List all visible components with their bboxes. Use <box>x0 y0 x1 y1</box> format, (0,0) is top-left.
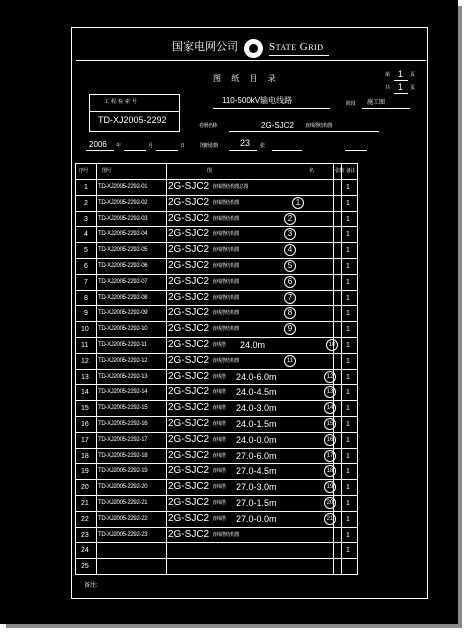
table-row-rule <box>75 211 358 212</box>
row-sheet-circle: 14 <box>324 402 336 414</box>
row-name-spec: 27.0-6.0m <box>236 451 277 461</box>
table-row-rule <box>75 305 358 306</box>
row-name-spec: 27.0-3.0m <box>236 482 277 492</box>
row-name-prefix: 2G-SJC2 <box>168 339 210 350</box>
brand-name: State Grid <box>269 41 324 53</box>
row-sheet-circle: 21 <box>324 513 336 525</box>
table-row-rule <box>75 527 358 528</box>
row-quantity: 1 <box>346 295 350 302</box>
row-name-prefix: 2G-SJC2 <box>168 402 210 413</box>
row-name-prefix: 2G-SJC2 <box>168 181 210 192</box>
count-underline <box>229 150 257 151</box>
row-name-desc: 直线塔结构图 <box>212 310 240 316</box>
row-drawing-code: TD-XJ2005-2292-03 <box>98 216 148 222</box>
volume-suffix: 直线塔结构图 <box>305 123 333 129</box>
row-sheet-circle: 7 <box>284 292 296 304</box>
sheet-label-1: 第 <box>385 72 390 78</box>
row-name-desc: 直线塔结构图 <box>212 263 240 269</box>
row-name-desc: 直线塔结构图总图 <box>212 184 249 190</box>
row-drawing-code: TD-XJ2005-2292-01 <box>98 184 148 190</box>
row-name-spec: 24.0-3.0m <box>236 403 277 413</box>
row-name-prefix: 2G-SJC2 <box>168 481 210 492</box>
row-quantity: 1 <box>346 326 350 333</box>
row-drawing-code: TD-XJ2005-2292-23 <box>98 532 148 538</box>
row-quantity: 1 <box>346 216 350 223</box>
row-sheet-circle: 5 <box>284 260 296 272</box>
row-quantity: 1 <box>346 247 350 254</box>
row-quantity: 1 <box>346 484 350 491</box>
row-name-prefix: 2G-SJC2 <box>168 465 210 476</box>
row-drawing-code: TD-XJ2005-2292-16 <box>98 421 148 427</box>
row-sheet-circle: 1 <box>292 197 304 209</box>
table-row-rule <box>75 258 358 259</box>
table-row-rule <box>75 337 358 338</box>
row-number: 21 <box>81 500 89 507</box>
volume-underline <box>229 131 379 132</box>
row-name-desc: 直线塔 <box>212 389 226 395</box>
row-sheet-circle: 2 <box>284 213 296 225</box>
row-name-desc: 直线塔 <box>212 342 226 348</box>
sheet-number-1: 1 <box>398 69 404 79</box>
row-number: 23 <box>81 532 89 539</box>
row-name-desc: 直线塔 <box>212 500 226 506</box>
row-name-desc: 直线塔结构图 <box>212 532 240 538</box>
table-row-rule <box>75 416 358 417</box>
row-number: 24 <box>81 547 89 554</box>
table-row-rule <box>75 400 358 401</box>
row-number: 17 <box>81 437 89 444</box>
row-sheet-circle: 18 <box>324 465 336 477</box>
row-quantity: 1 <box>346 231 350 238</box>
row-quantity: 1 <box>346 342 350 349</box>
row-quantity: 1 <box>346 263 350 270</box>
company-name: 国家电网公司 <box>172 41 238 53</box>
row-name-desc: 直线塔结构图 <box>212 247 240 253</box>
row-number: 16 <box>81 421 89 428</box>
table-row-rule <box>75 495 358 496</box>
row-number: 13 <box>81 374 89 381</box>
row-name-prefix: 2G-SJC2 <box>168 276 210 287</box>
sheet-unit-2: 页 <box>410 85 415 91</box>
row-quantity: 1 <box>346 310 350 317</box>
table-row-rule <box>75 321 358 322</box>
row-quantity: 1 <box>346 405 350 412</box>
count-label: 图纸张数 <box>200 143 219 149</box>
row-number: 7 <box>84 279 88 286</box>
code-value: TD-XJ2005-2292 <box>98 115 167 125</box>
row-name-prefix: 2G-SJC2 <box>168 228 210 239</box>
row-name-prefix: 2G-SJC2 <box>168 197 210 208</box>
col-header-name-2: 名 <box>309 168 314 174</box>
row-name-desc: 直线塔结构图 <box>212 231 240 237</box>
row-number: 4 <box>84 231 88 238</box>
row-sheet-circle: 13 <box>324 386 336 398</box>
row-name-prefix: 2G-SJC2 <box>168 450 210 461</box>
row-quantity: 1 <box>346 453 350 460</box>
table-row-rule <box>75 290 358 291</box>
row-name-desc: 直线塔结构图 <box>212 295 240 301</box>
date-year: 2006 <box>89 140 107 149</box>
row-name-spec: 24.0-6.0m <box>236 372 277 382</box>
table-row-rule <box>75 463 358 464</box>
row-name-spec: 24.0-1.5m <box>236 419 277 429</box>
table-row-rule <box>75 242 358 243</box>
date-day-underline <box>156 150 178 151</box>
row-name-desc: 直线塔结构图 <box>212 216 240 222</box>
col-header-name-1: 图 <box>207 168 212 174</box>
row-name-prefix: 2G-SJC2 <box>168 244 210 255</box>
row-drawing-code: TD-XJ2005-2292-15 <box>98 405 148 411</box>
row-number: 3 <box>84 216 88 223</box>
footer-note-label: 备注: <box>84 583 98 589</box>
row-name-prefix: 2G-SJC2 <box>168 213 210 224</box>
row-number: 14 <box>81 389 89 396</box>
sheet-underline-1 <box>394 80 408 81</box>
row-name-desc: 直线塔 <box>212 437 226 443</box>
row-name-spec: 24.0-0.0m <box>236 435 277 445</box>
date-month-unit: 月 <box>148 143 153 149</box>
row-name-desc: 直线塔 <box>212 405 226 411</box>
row-quantity: 1 <box>346 184 350 191</box>
table-header-rule <box>75 179 358 180</box>
date-day-unit: 日 <box>180 143 185 149</box>
row-number: 5 <box>84 247 88 254</box>
brand-underline <box>269 55 329 56</box>
row-number: 22 <box>81 516 89 523</box>
row-sheet-circle: 8 <box>284 307 296 319</box>
row-quantity: 1 <box>346 500 350 507</box>
stage-underline <box>362 108 410 109</box>
row-drawing-code: TD-XJ2005-2292-11 <box>98 342 147 348</box>
row-drawing-code: TD-XJ2005-2292-04 <box>98 231 148 237</box>
row-drawing-code: TD-XJ2005-2292-02 <box>98 200 148 206</box>
code-box-divider <box>89 111 180 112</box>
row-name-prefix: 2G-SJC2 <box>168 371 210 382</box>
row-quantity: 1 <box>346 547 350 554</box>
row-name-prefix: 2G-SJC2 <box>168 513 210 524</box>
row-name-prefix: 2G-SJC2 <box>168 418 210 429</box>
row-number: 9 <box>84 310 88 317</box>
row-name-desc: 直线塔结构图 <box>212 326 240 332</box>
row-drawing-code: TD-XJ2005-2292-10 <box>98 326 148 332</box>
row-sheet-circle: 3 <box>284 228 296 240</box>
row-number: 12 <box>81 358 89 365</box>
header-rule <box>76 60 426 61</box>
row-name-desc: 直线塔结构图 <box>212 200 240 206</box>
row-name-prefix: 2G-SJC2 <box>168 292 210 303</box>
row-quantity: 1 <box>346 532 350 539</box>
sheet-label-2: 共 <box>385 85 390 91</box>
row-drawing-code: TD-XJ2005-2292-12 <box>98 358 148 364</box>
row-sheet-circle: 9 <box>284 323 296 335</box>
row-drawing-code: TD-XJ2005-2292-09 <box>98 310 148 316</box>
date-year-unit: 年 <box>116 143 121 149</box>
table-row-rule <box>75 574 358 575</box>
stage-label: 阶段 <box>346 101 356 107</box>
row-sheet-circle: 12 <box>324 371 336 383</box>
row-name-prefix: 2G-SJC2 <box>168 323 210 334</box>
row-sheet-circle: 6 <box>284 276 296 288</box>
row-drawing-code: TD-XJ2005-2292-17 <box>98 437 148 443</box>
row-name-desc: 直线塔 <box>212 421 226 427</box>
row-drawing-code: TD-XJ2005-2292-18 <box>98 453 148 459</box>
row-number: 10 <box>81 326 89 333</box>
row-number: 18 <box>81 453 89 460</box>
table-row-rule <box>75 274 358 275</box>
row-number: 2 <box>84 200 88 207</box>
sheet-unit-1: 页 <box>410 72 415 78</box>
row-drawing-code: TD-XJ2005-2292-13 <box>98 374 148 380</box>
row-sheet-circle: 17 <box>324 450 336 462</box>
row-name-prefix: 2G-SJC2 <box>168 260 210 271</box>
row-name-spec: 24.0-4.5m <box>236 387 277 397</box>
row-sheet-circle: 19 <box>324 481 336 493</box>
row-quantity: 1 <box>346 421 350 428</box>
row-number: 19 <box>81 468 89 475</box>
row-name-spec: 27.0-0.0m <box>236 514 277 524</box>
table-row-rule <box>75 432 358 433</box>
sheet-underline-2 <box>394 93 408 94</box>
row-name-desc: 直线塔结构图 <box>212 279 240 285</box>
table-row-rule <box>75 558 358 559</box>
table-row-rule <box>75 226 358 227</box>
row-name-prefix: 2G-SJC2 <box>168 497 210 508</box>
table-row-rule <box>75 511 358 512</box>
row-name-desc: 直线塔 <box>212 374 226 380</box>
drawing-title: 图 纸 目 录 <box>213 74 280 83</box>
blank-underline-1 <box>272 150 302 151</box>
row-number: 8 <box>84 295 88 302</box>
row-name-desc: 直线塔 <box>212 453 226 459</box>
row-sheet-circle: 20 <box>324 497 336 509</box>
row-drawing-code: TD-XJ2005-2292-14 <box>98 389 148 395</box>
col-header-code: 图号 <box>102 168 112 174</box>
row-quantity: 1 <box>346 279 350 286</box>
project-name: 110-500kV输电线路 <box>222 96 293 105</box>
blank-underline-2 <box>345 150 367 151</box>
row-quantity: 1 <box>346 358 350 365</box>
row-number: 1 <box>84 184 88 191</box>
row-name-prefix: 2G-SJC2 <box>168 529 210 540</box>
row-name-prefix: 2G-SJC2 <box>168 307 210 318</box>
row-drawing-code: TD-XJ2005-2292-07 <box>98 279 148 285</box>
row-drawing-code: TD-XJ2005-2292-06 <box>98 263 148 269</box>
count-unit: 张 <box>260 143 265 149</box>
table-row-rule <box>75 542 358 543</box>
row-sheet-circle: 4 <box>284 244 296 256</box>
col-header-qty: 张数 <box>335 168 345 174</box>
row-quantity: 1 <box>346 437 350 444</box>
code-label: 工程检索号 <box>104 99 140 105</box>
row-number: 20 <box>81 484 89 491</box>
row-drawing-code: TD-XJ2005-2292-22 <box>98 516 148 522</box>
row-drawing-code: TD-XJ2005-2292-21 <box>98 500 148 506</box>
row-name-desc: 直线塔结构图 <box>212 358 240 364</box>
row-name-desc: 直线塔 <box>212 516 226 522</box>
row-name-desc: 直线塔 <box>212 468 226 474</box>
row-drawing-code: TD-XJ2005-2292-05 <box>98 247 148 253</box>
row-name-prefix: 2G-SJC2 <box>168 355 210 366</box>
row-sheet-circle: 15 <box>324 418 336 430</box>
table-row-rule <box>75 448 358 449</box>
date-year-underline <box>86 150 114 151</box>
row-name-prefix: 2G-SJC2 <box>168 434 210 445</box>
table-row-rule <box>75 384 358 385</box>
table-row-rule <box>75 369 358 370</box>
row-quantity: 1 <box>346 389 350 396</box>
row-quantity: 1 <box>346 200 350 207</box>
row-name-spec: 27.0-1.5m <box>236 498 277 508</box>
row-quantity: 1 <box>346 516 350 523</box>
row-name-spec: 27.0-4.5m <box>236 466 277 476</box>
count-value: 23 <box>240 138 251 148</box>
col-header-note: 备注 <box>346 168 356 174</box>
state-grid-logo-icon <box>244 39 263 58</box>
row-sheet-circle: 10 <box>326 339 338 351</box>
volume-value: 2G-SJC2 <box>261 121 294 130</box>
row-number: 6 <box>84 263 88 270</box>
row-name-spec: 24.0m <box>240 340 266 350</box>
volume-label: 卷册名称 <box>199 123 218 129</box>
row-number: 11 <box>81 342 89 349</box>
row-name-desc: 直线塔 <box>212 484 226 490</box>
row-number: 25 <box>81 563 89 570</box>
row-quantity: 1 <box>346 468 350 475</box>
table-row-rule <box>75 195 358 196</box>
date-month-underline <box>124 150 146 151</box>
row-drawing-code: TD-XJ2005-2292-19 <box>98 468 148 474</box>
sheet-number-2: 1 <box>398 82 404 92</box>
row-drawing-code: TD-XJ2005-2292-20 <box>98 484 148 490</box>
row-sheet-circle: 11 <box>284 355 296 367</box>
row-number: 15 <box>81 405 89 412</box>
col-header-seq: 序号 <box>79 168 89 174</box>
row-quantity: 1 <box>346 374 350 381</box>
row-name-prefix: 2G-SJC2 <box>168 386 210 397</box>
table-row-rule <box>75 353 358 354</box>
row-drawing-code: TD-XJ2005-2292-08 <box>98 295 148 301</box>
stage-value: 施工图 <box>367 100 386 106</box>
table-row-rule <box>75 479 358 480</box>
row-sheet-circle: 16 <box>324 434 336 446</box>
project-underline <box>213 108 330 109</box>
